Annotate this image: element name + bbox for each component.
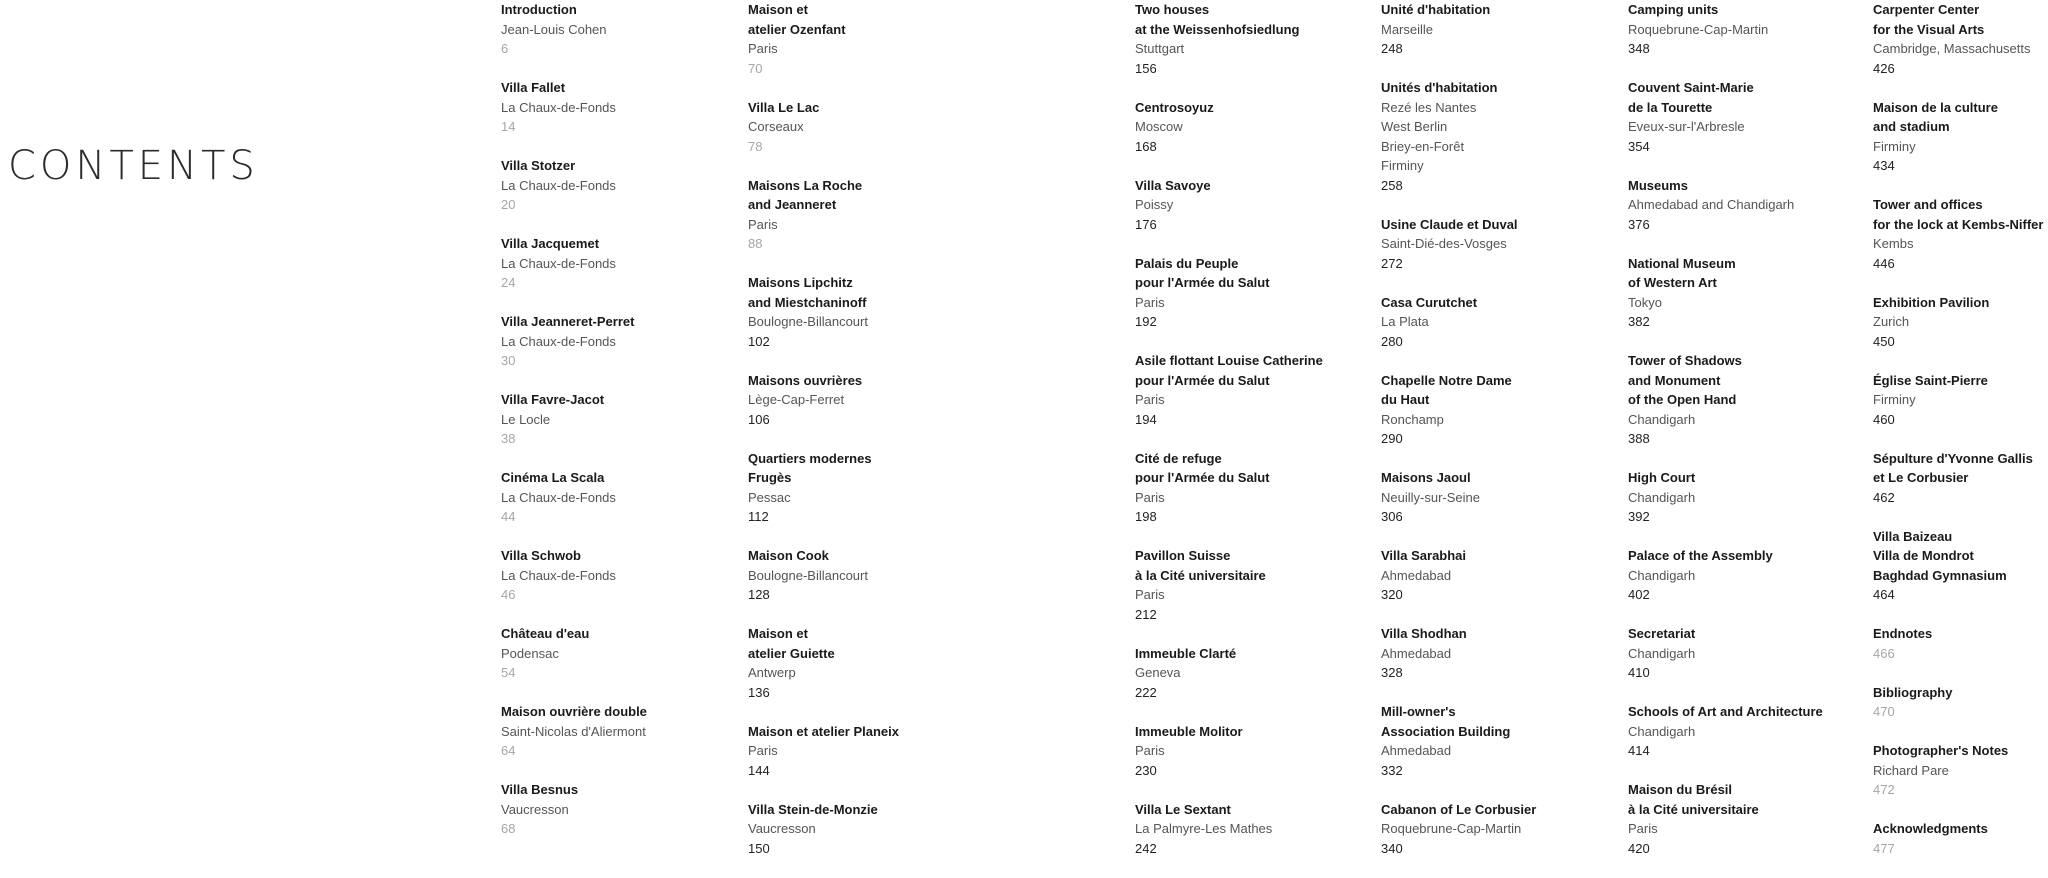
entry-subtitle: Firminy bbox=[1873, 138, 1916, 154]
toc-entry bbox=[1628, 176, 1823, 235]
entry-page-number: 212 bbox=[1135, 606, 1157, 622]
entry-page-number: 472 bbox=[1873, 782, 1895, 797]
toc-entry bbox=[1135, 98, 1323, 157]
entry-page-number: 402 bbox=[1628, 587, 1650, 602]
entry-title: Villa Savoye bbox=[1135, 177, 1211, 193]
entry-page-number: 414 bbox=[1628, 743, 1650, 758]
toc-entry bbox=[1628, 468, 1823, 527]
entry-title: Frugès bbox=[748, 470, 792, 485]
toc-column-6 bbox=[1873, 0, 2043, 878]
entry-title: Villa Le Lac bbox=[748, 99, 820, 115]
entry-title: Château d'eau bbox=[501, 626, 590, 641]
entry-page-number: 68 bbox=[501, 821, 516, 836]
entry-page-number: 14 bbox=[501, 119, 516, 134]
entry-page-number: 70 bbox=[748, 60, 763, 76]
entry-title: atelier Guiette bbox=[748, 645, 835, 661]
entry-page-number: 348 bbox=[1628, 41, 1650, 56]
entry-subtitle: La Plata bbox=[1381, 314, 1429, 329]
entry-page-number: 466 bbox=[1873, 645, 1895, 661]
toc-entry bbox=[1135, 800, 1323, 859]
entry-title: Bibliography bbox=[1873, 684, 1953, 700]
entry-title: Maison et bbox=[748, 626, 808, 641]
toc-entry bbox=[748, 624, 899, 702]
entry-title: High Court bbox=[1628, 470, 1696, 485]
entry-title: Camping units bbox=[1628, 2, 1719, 17]
entry-subtitle: Paris bbox=[1135, 587, 1165, 602]
entry-subtitle: Jean-Louis Cohen bbox=[501, 21, 607, 37]
toc-entry bbox=[1381, 78, 1536, 195]
entry-page-number: 54 bbox=[501, 665, 516, 680]
toc-entry bbox=[748, 800, 899, 859]
entry-title: Unité d'habitation bbox=[1381, 2, 1491, 17]
toc-entry bbox=[1381, 293, 1536, 352]
toc-entry bbox=[1628, 78, 1823, 156]
entry-page-number: 354 bbox=[1628, 138, 1650, 154]
toc-entry bbox=[501, 390, 647, 449]
entry-page-number: 150 bbox=[748, 840, 770, 856]
entry-title: Cabanon of Le Corbusier bbox=[1381, 801, 1537, 817]
entry-title: Maisons La Roche bbox=[748, 177, 863, 193]
entry-subtitle: Kembs bbox=[1873, 236, 1914, 251]
entry-page-number: 388 bbox=[1628, 431, 1650, 446]
entry-subtitle: La Chaux-de-Fonds bbox=[501, 489, 616, 505]
toc-entry bbox=[1135, 546, 1323, 624]
entry-title: Église Saint-Pierre bbox=[1873, 372, 1988, 388]
toc-entry bbox=[1628, 254, 1823, 332]
toc-entry bbox=[501, 0, 647, 59]
entry-page-number: 176 bbox=[1135, 216, 1157, 232]
entry-title: and Monument bbox=[1628, 372, 1721, 388]
toc-entry bbox=[1873, 293, 2043, 352]
entry-title: du Haut bbox=[1381, 392, 1430, 407]
entry-title: et Le Corbusier bbox=[1873, 470, 1969, 485]
entry-subtitle: Geneva bbox=[1135, 665, 1181, 680]
entry-title: and Jeanneret bbox=[748, 197, 837, 212]
entry-subtitle: Antwerp bbox=[748, 665, 796, 680]
toc-entry bbox=[1873, 741, 2043, 800]
toc-entry bbox=[501, 780, 647, 839]
entry-title: Asile flottant Louise Catherine bbox=[1135, 353, 1323, 368]
entry-subtitle: Corseaux bbox=[748, 119, 804, 134]
toc-column-4 bbox=[1381, 0, 1536, 878]
entry-page-number: 144 bbox=[748, 762, 770, 778]
entry-title: Chapelle Notre Dame bbox=[1381, 372, 1512, 388]
entry-title: Villa Sarabhai bbox=[1381, 548, 1467, 563]
entry-page-number: 24 bbox=[501, 275, 516, 290]
toc-entry bbox=[748, 98, 899, 157]
entry-subtitle: Poissy bbox=[1135, 197, 1174, 212]
entry-subtitle: Roquebrune-Cap-Martin bbox=[1628, 21, 1769, 37]
entry-subtitle: Chandigarh bbox=[1628, 567, 1696, 583]
entry-title: Museums bbox=[1628, 177, 1688, 193]
entry-title: for the lock at Kembs-Niffer bbox=[1873, 216, 2044, 232]
entry-subtitle: Chandigarh bbox=[1628, 489, 1696, 505]
entry-title: Villa Jacquemet bbox=[501, 236, 600, 251]
entry-title: Villa Schwob bbox=[501, 548, 581, 563]
toc-entry bbox=[1628, 702, 1823, 761]
entry-subtitle: Pessac bbox=[748, 489, 791, 505]
toc-entry bbox=[1873, 449, 2043, 508]
entry-page-number: 450 bbox=[1873, 333, 1895, 349]
toc-entry bbox=[1381, 800, 1536, 859]
entry-title: Villa Jeanneret-Perret bbox=[501, 314, 635, 329]
toc-entry bbox=[748, 273, 899, 351]
toc-entry bbox=[1873, 0, 2043, 78]
entry-page-number: 460 bbox=[1873, 411, 1895, 427]
toc-column-2 bbox=[748, 0, 899, 878]
toc-entry bbox=[1135, 176, 1323, 235]
entry-page-number: 477 bbox=[1873, 840, 1895, 856]
entry-subtitle: Tokyo bbox=[1628, 294, 1662, 310]
entry-subtitle: Ronchamp bbox=[1381, 411, 1444, 427]
entry-title: Acknowledgments bbox=[1873, 821, 1988, 836]
entry-subtitle: Le Locle bbox=[501, 411, 551, 427]
entry-title: Villa Stotzer bbox=[501, 158, 576, 173]
toc-column-1 bbox=[501, 0, 647, 858]
entry-page-number: 446 bbox=[1873, 255, 1895, 271]
toc-entry bbox=[748, 176, 899, 254]
toc-entry bbox=[501, 234, 647, 293]
entry-subtitle: Neuilly-sur-Seine bbox=[1381, 489, 1480, 505]
entry-title: for the Visual Arts bbox=[1873, 21, 1985, 37]
toc-column-3 bbox=[1135, 0, 1323, 878]
entry-title: de la Tourette bbox=[1628, 99, 1713, 115]
entry-page-number: 290 bbox=[1381, 431, 1403, 446]
entry-page-number: 470 bbox=[1873, 704, 1895, 719]
entry-title: Centrosoyuz bbox=[1135, 99, 1214, 115]
entry-page-number: 30 bbox=[501, 353, 516, 368]
entry-title: Maison Cook bbox=[748, 548, 829, 563]
toc-entry bbox=[1135, 722, 1323, 781]
entry-subtitle: La Chaux-de-Fonds bbox=[501, 177, 616, 193]
entry-title: Exhibition Pavilion bbox=[1873, 294, 1990, 310]
entry-subtitle: Roquebrune-Cap-Martin bbox=[1381, 821, 1522, 836]
entry-title: Couvent Saint-Marie bbox=[1628, 80, 1754, 95]
entry-subtitle: Rezé les Nantes bbox=[1381, 99, 1477, 115]
entry-page-number: 306 bbox=[1381, 509, 1403, 524]
entry-page-number: 392 bbox=[1628, 509, 1650, 524]
entry-title: and Miestchaninoff bbox=[748, 294, 867, 310]
entry-title: Palace of the Assembly bbox=[1628, 548, 1773, 563]
entry-title: Association Building bbox=[1381, 723, 1511, 739]
entry-title: Two houses bbox=[1135, 2, 1210, 17]
entry-subtitle: Briey-en-Forêt bbox=[1381, 138, 1465, 154]
entry-title: Carpenter Center bbox=[1873, 2, 1980, 17]
entry-title: Villa Shodhan bbox=[1381, 626, 1467, 641]
entry-subtitle: Ahmedabad and Chandigarh bbox=[1628, 197, 1795, 212]
entry-subtitle: Moscow bbox=[1135, 119, 1183, 134]
entry-title: Tower of Shadows bbox=[1628, 353, 1742, 368]
entry-page-number: 332 bbox=[1381, 762, 1403, 778]
toc-entry bbox=[1135, 254, 1323, 332]
entry-subtitle: Stuttgart bbox=[1135, 41, 1185, 56]
entry-subtitle: La Chaux-de-Fonds bbox=[501, 99, 616, 115]
toc-entry bbox=[748, 0, 899, 78]
entry-title: Maison et bbox=[748, 2, 808, 17]
entry-subtitle: Lège-Cap-Ferret bbox=[748, 392, 845, 407]
entry-title: Endnotes bbox=[1873, 626, 1933, 641]
entry-page-number: 88 bbox=[748, 236, 763, 251]
entry-title: Villa Le Sextant bbox=[1135, 801, 1231, 817]
entry-title: atelier Ozenfant bbox=[748, 21, 846, 37]
entry-title: Villa de Mondrot bbox=[1873, 548, 1974, 563]
toc-entry bbox=[748, 449, 899, 527]
entry-page-number: 280 bbox=[1381, 333, 1403, 349]
entry-page-number: 102 bbox=[748, 333, 770, 349]
entry-title: Unités d'habitation bbox=[1381, 80, 1498, 95]
entry-title: Secretariat bbox=[1628, 626, 1696, 641]
entry-title: Maison et atelier Planeix bbox=[748, 723, 900, 739]
toc-entry bbox=[1381, 371, 1536, 449]
entry-title: National Museum bbox=[1628, 255, 1736, 271]
entry-title: Immeuble Molitor bbox=[1135, 723, 1243, 739]
entry-subtitle: Paris bbox=[1135, 294, 1165, 310]
toc-entry bbox=[1135, 449, 1323, 527]
entry-page-number: 64 bbox=[501, 743, 516, 758]
toc-entry bbox=[501, 546, 647, 605]
entry-subtitle: Paris bbox=[1135, 489, 1165, 505]
entry-subtitle: Saint-Dié-des-Vosges bbox=[1381, 236, 1507, 251]
entry-title: Mill-owner's bbox=[1381, 704, 1456, 719]
entry-title: pour l'Armée du Salut bbox=[1135, 470, 1270, 485]
entry-title: Villa Besnus bbox=[501, 782, 579, 797]
entry-subtitle: Firminy bbox=[1873, 392, 1916, 407]
toc-entry bbox=[501, 468, 647, 527]
entry-subtitle: Paris bbox=[1135, 743, 1165, 758]
toc-entry bbox=[1873, 195, 2043, 273]
entry-subtitle: Paris bbox=[1628, 821, 1658, 836]
toc-entry bbox=[1628, 351, 1823, 449]
entry-title: of the Open Hand bbox=[1628, 392, 1737, 407]
toc-entry bbox=[1628, 624, 1823, 683]
entry-subtitle: Cambridge, Massachusetts bbox=[1873, 41, 2031, 56]
entry-title: Maisons Jaoul bbox=[1381, 470, 1471, 485]
entry-title: of Western Art bbox=[1628, 275, 1717, 290]
entry-subtitle: Paris bbox=[1135, 392, 1165, 407]
entry-title: Maison de la culture bbox=[1873, 99, 1998, 115]
entry-page-number: 420 bbox=[1628, 840, 1650, 856]
entry-subtitle: La Chaux-de-Fonds bbox=[501, 567, 616, 583]
entry-page-number: 410 bbox=[1628, 665, 1650, 680]
toc-entry bbox=[1873, 527, 2043, 605]
entry-subtitle: La Palmyre-Les Mathes bbox=[1135, 821, 1273, 836]
entry-page-number: 156 bbox=[1135, 60, 1157, 76]
entry-page-number: 128 bbox=[748, 587, 770, 602]
entry-title: Sépulture d'Yvonne Gallis bbox=[1873, 450, 2033, 466]
entry-page-number: 376 bbox=[1628, 216, 1650, 232]
entry-subtitle: Vaucresson bbox=[501, 801, 569, 817]
entry-title: à la Cité universitaire bbox=[1628, 801, 1759, 817]
toc-entry bbox=[501, 78, 647, 137]
entry-title: Introduction bbox=[501, 2, 577, 17]
entry-title: Villa Favre-Jacot bbox=[501, 392, 605, 407]
entry-page-number: 194 bbox=[1135, 411, 1157, 427]
entry-title: at the Weissenhofsiedlung bbox=[1135, 21, 1300, 37]
toc-entry bbox=[1873, 683, 2043, 722]
toc-entry bbox=[1135, 644, 1323, 703]
entry-title: Maison du Brésil bbox=[1628, 782, 1733, 797]
entry-page-number: 242 bbox=[1135, 840, 1157, 856]
toc-entry bbox=[501, 156, 647, 215]
entry-title: à la Cité universitaire bbox=[1135, 567, 1266, 583]
entry-title: Photographer's Notes bbox=[1873, 743, 2009, 758]
toc-entry bbox=[501, 702, 647, 761]
entry-subtitle: West Berlin bbox=[1381, 119, 1448, 134]
entry-subtitle: Marseille bbox=[1381, 21, 1434, 37]
entry-page-number: 106 bbox=[748, 411, 770, 427]
toc-entry bbox=[1135, 0, 1323, 78]
entry-title: Schools of Art and Architecture bbox=[1628, 704, 1823, 719]
toc-entry bbox=[1381, 0, 1536, 59]
entry-title: Maisons ouvrières bbox=[748, 372, 863, 388]
entry-subtitle: Richard Pare bbox=[1873, 762, 1949, 778]
entry-page-number: 464 bbox=[1873, 587, 1895, 602]
entry-subtitle: Paris bbox=[748, 743, 778, 758]
entry-page-number: 248 bbox=[1381, 41, 1403, 56]
toc-entry bbox=[1628, 780, 1823, 858]
toc-entry bbox=[501, 312, 647, 371]
entry-page-number: 462 bbox=[1873, 489, 1895, 505]
entry-page-number: 198 bbox=[1135, 509, 1157, 524]
entry-title: Baghdad Gymnasium bbox=[1873, 567, 2007, 583]
entry-page-number: 46 bbox=[501, 587, 516, 602]
toc-entry bbox=[1873, 371, 2043, 430]
entry-subtitle: Boulogne-Billancourt bbox=[748, 314, 868, 329]
toc-entry bbox=[1873, 819, 2043, 858]
entry-title: Maison ouvrière double bbox=[501, 704, 647, 719]
toc-entry bbox=[1873, 624, 2043, 663]
toc-entry bbox=[1381, 546, 1536, 605]
entry-subtitle: Chandigarh bbox=[1628, 411, 1696, 427]
entry-subtitle: Chandigarh bbox=[1628, 645, 1696, 661]
entry-page-number: 230 bbox=[1135, 762, 1157, 778]
toc-entry bbox=[748, 546, 899, 605]
entry-title: Villa Fallet bbox=[501, 80, 566, 95]
entry-subtitle: Ahmedabad bbox=[1381, 567, 1452, 583]
toc-entry bbox=[1381, 702, 1536, 780]
toc-entry bbox=[1381, 215, 1536, 274]
toc-entry bbox=[748, 371, 899, 430]
toc-entry bbox=[1381, 624, 1536, 683]
entry-subtitle: Ahmedabad bbox=[1381, 743, 1452, 758]
entry-subtitle: Firminy bbox=[1381, 158, 1424, 173]
entry-page-number: 426 bbox=[1873, 60, 1895, 76]
entry-subtitle: Chandigarh bbox=[1628, 723, 1696, 739]
toc-entry bbox=[501, 624, 647, 683]
entry-title: pour l'Armée du Salut bbox=[1135, 372, 1270, 388]
entry-subtitle: Podensac bbox=[501, 645, 559, 661]
toc-entry bbox=[1381, 468, 1536, 527]
toc-entry bbox=[748, 722, 899, 781]
entry-page-number: 6 bbox=[501, 41, 509, 56]
entry-page-number: 222 bbox=[1135, 684, 1157, 700]
entry-title: pour l'Armée du Salut bbox=[1135, 275, 1270, 290]
entry-title: Pavillon Suisse bbox=[1135, 548, 1231, 563]
entry-page-number: 258 bbox=[1381, 177, 1403, 193]
entry-page-number: 382 bbox=[1628, 314, 1650, 329]
entry-title: Quartiers modernes bbox=[748, 450, 872, 466]
entry-title: Cité de refuge bbox=[1135, 450, 1222, 466]
entry-page-number: 78 bbox=[748, 138, 763, 154]
entry-title: Tower and offices bbox=[1873, 197, 1983, 212]
entry-subtitle: Saint-Nicolas d'Aliermont bbox=[501, 723, 646, 739]
entry-title: Villa Baizeau bbox=[1873, 528, 1953, 544]
entry-subtitle: Boulogne-Billancourt bbox=[748, 567, 868, 583]
entry-page-number: 320 bbox=[1381, 587, 1403, 602]
entry-page-number: 112 bbox=[748, 509, 769, 524]
entry-title: Casa Curutchet bbox=[1381, 294, 1478, 310]
toc-column-5 bbox=[1628, 0, 1823, 878]
entry-subtitle: La Chaux-de-Fonds bbox=[501, 255, 616, 271]
entry-page-number: 20 bbox=[501, 197, 516, 212]
entry-subtitle: Paris bbox=[748, 41, 778, 56]
entry-subtitle: Vaucresson bbox=[748, 821, 816, 836]
entry-title: Immeuble Clarté bbox=[1135, 645, 1237, 661]
toc-entry bbox=[1873, 98, 2043, 176]
entry-subtitle: Eveux-sur-l'Arbresle bbox=[1628, 119, 1745, 134]
entry-page-number: 168 bbox=[1135, 138, 1157, 154]
entry-page-number: 44 bbox=[501, 509, 516, 524]
page-title: CONTENTS bbox=[8, 143, 259, 189]
toc-entry bbox=[1628, 0, 1823, 59]
entry-page-number: 340 bbox=[1381, 840, 1403, 856]
entry-title: Palais du Peuple bbox=[1135, 255, 1239, 271]
entry-subtitle: La Chaux-de-Fonds bbox=[501, 333, 616, 349]
toc-entry bbox=[1135, 351, 1323, 429]
toc-entry bbox=[1628, 546, 1823, 605]
entry-subtitle: Zurich bbox=[1873, 314, 1910, 329]
entry-page-number: 328 bbox=[1381, 665, 1403, 680]
entry-page-number: 434 bbox=[1873, 158, 1895, 173]
entry-title: and stadium bbox=[1873, 119, 1950, 134]
entry-title: Usine Claude et Duval bbox=[1381, 216, 1518, 232]
entry-subtitle: Ahmedabad bbox=[1381, 645, 1452, 661]
entry-page-number: 136 bbox=[748, 684, 770, 700]
entry-page-number: 38 bbox=[501, 431, 516, 446]
entry-title: Cinéma La Scala bbox=[501, 470, 605, 485]
entry-title: Maisons Lipchitz bbox=[748, 275, 853, 290]
entry-title: Villa Stein-de-Monzie bbox=[748, 801, 878, 817]
entry-page-number: 272 bbox=[1381, 255, 1403, 271]
entry-page-number: 192 bbox=[1135, 314, 1157, 329]
entry-subtitle: Paris bbox=[748, 216, 778, 232]
